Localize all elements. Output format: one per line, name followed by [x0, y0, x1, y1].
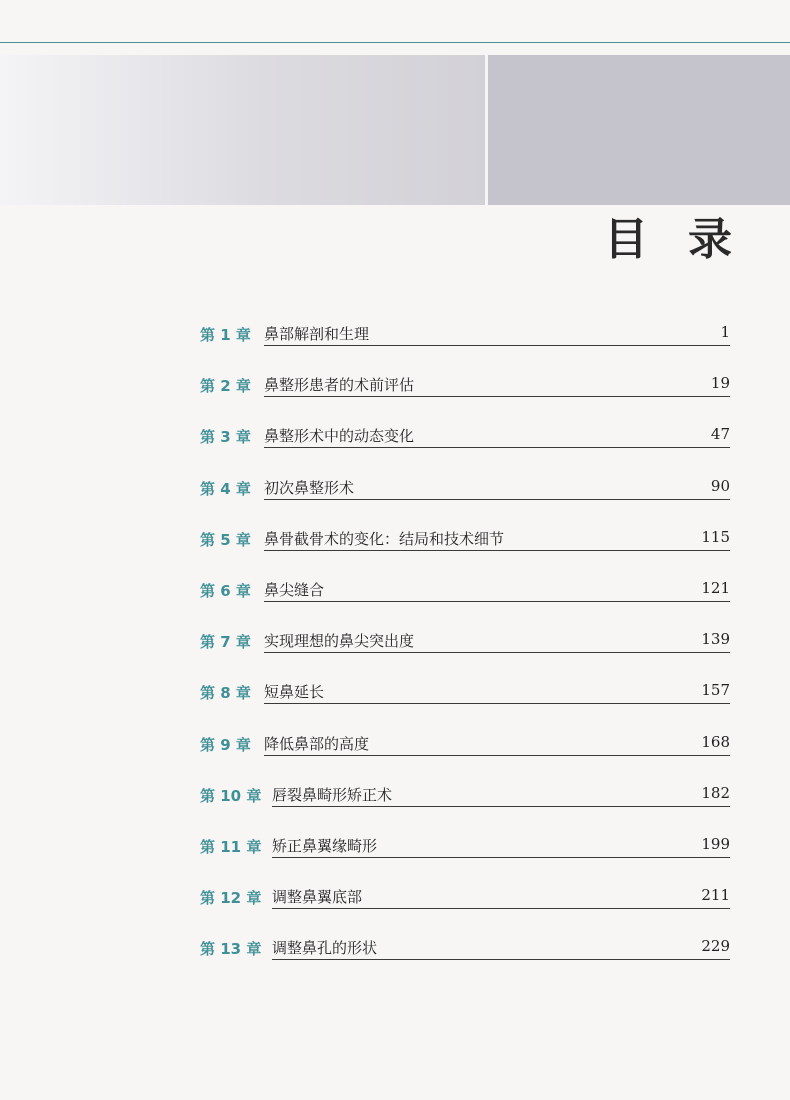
page-number: 168: [701, 732, 730, 751]
chapter-title: 实现理想的鼻尖突出度: [264, 632, 415, 651]
top-rule: [0, 42, 790, 43]
toc-entry: [264, 422, 730, 448]
toc-entry: [264, 371, 730, 397]
toc-row[interactable]: [200, 881, 730, 932]
chapter-title: 鼻整形患者的术前评估: [264, 376, 415, 395]
page-number: 199: [701, 834, 730, 853]
chapter-number: 第 2 章: [200, 377, 251, 396]
chapter-number: 第 7 章: [200, 633, 251, 652]
toc-row[interactable]: [200, 676, 730, 727]
toc-entry: [264, 474, 730, 500]
page-number: 47: [710, 425, 730, 444]
chapter-title: 鼻骨截骨术的变化：结局和技术细节: [264, 529, 505, 548]
page-number: 115: [701, 527, 730, 546]
chapter-title: 鼻整形术中的动态变化: [264, 427, 415, 446]
page-number: 19: [710, 374, 730, 393]
chapter-title: 鼻部解剖和生理: [264, 325, 370, 343]
chapter-title: 调整鼻翼底部: [272, 888, 363, 907]
toc-row[interactable]: [200, 472, 730, 523]
chapter-number: 第 3 章: [200, 428, 251, 447]
toc-row[interactable]: [200, 932, 730, 983]
toc-list: [200, 318, 730, 983]
chapter-number: 第 5 章: [200, 530, 251, 549]
chapter-number: 第 13 章: [200, 940, 262, 959]
chapter-number: 第 4 章: [200, 479, 251, 498]
page-number: 182: [701, 783, 730, 802]
chapter-number: 第 9 章: [200, 735, 251, 754]
toc-row[interactable]: [200, 523, 730, 574]
chapter-title: 鼻尖缝合: [264, 580, 325, 599]
chapter-title: 降低鼻部的高度: [264, 734, 370, 753]
chapter-number: 第 10 章: [200, 786, 262, 805]
page-number: 157: [701, 681, 730, 700]
chapter-title: 调整鼻孔的形状: [272, 939, 378, 958]
header-band-left: [0, 55, 485, 205]
toc-row[interactable]: [200, 728, 730, 779]
chapter-number: 第 6 章: [200, 581, 251, 600]
toc-row[interactable]: [200, 318, 730, 369]
chapter-title: 唇裂鼻畸形矫正术: [272, 785, 393, 804]
toc-row[interactable]: [200, 574, 730, 625]
page-number: 139: [701, 630, 730, 649]
toc-entry: [264, 320, 730, 346]
toc-entry: [264, 525, 730, 551]
page-number: 229: [701, 937, 730, 956]
page-title: 目录: [604, 214, 772, 265]
page-number: 121: [701, 578, 730, 597]
page-number: 1: [720, 323, 730, 341]
toc-entry: [272, 934, 730, 960]
toc-row[interactable]: [200, 779, 730, 830]
toc-entry: [272, 781, 730, 807]
page-number: 211: [701, 886, 730, 905]
toc-row[interactable]: [200, 830, 730, 881]
toc-entry: [264, 627, 730, 653]
chapter-number: 第 8 章: [200, 684, 251, 703]
toc-row[interactable]: [200, 625, 730, 676]
toc-entry: [264, 576, 730, 602]
page-number: 90: [710, 476, 730, 495]
chapter-number: 第 12 章: [200, 889, 262, 908]
chapter-title: 矫正鼻翼缘畸形: [272, 836, 378, 855]
toc-row[interactable]: [200, 420, 730, 471]
toc-entry: [264, 678, 730, 704]
toc-entry: [264, 730, 730, 756]
toc-entry: [272, 832, 730, 858]
chapter-number: 第 1 章: [200, 326, 251, 344]
toc-row[interactable]: [200, 369, 730, 420]
toc-entry: [272, 883, 730, 909]
header-band-right: [488, 55, 790, 205]
chapter-title: 初次鼻整形术: [264, 478, 355, 497]
chapter-title: 短鼻延长: [264, 683, 325, 702]
chapter-number: 第 11 章: [200, 837, 262, 856]
